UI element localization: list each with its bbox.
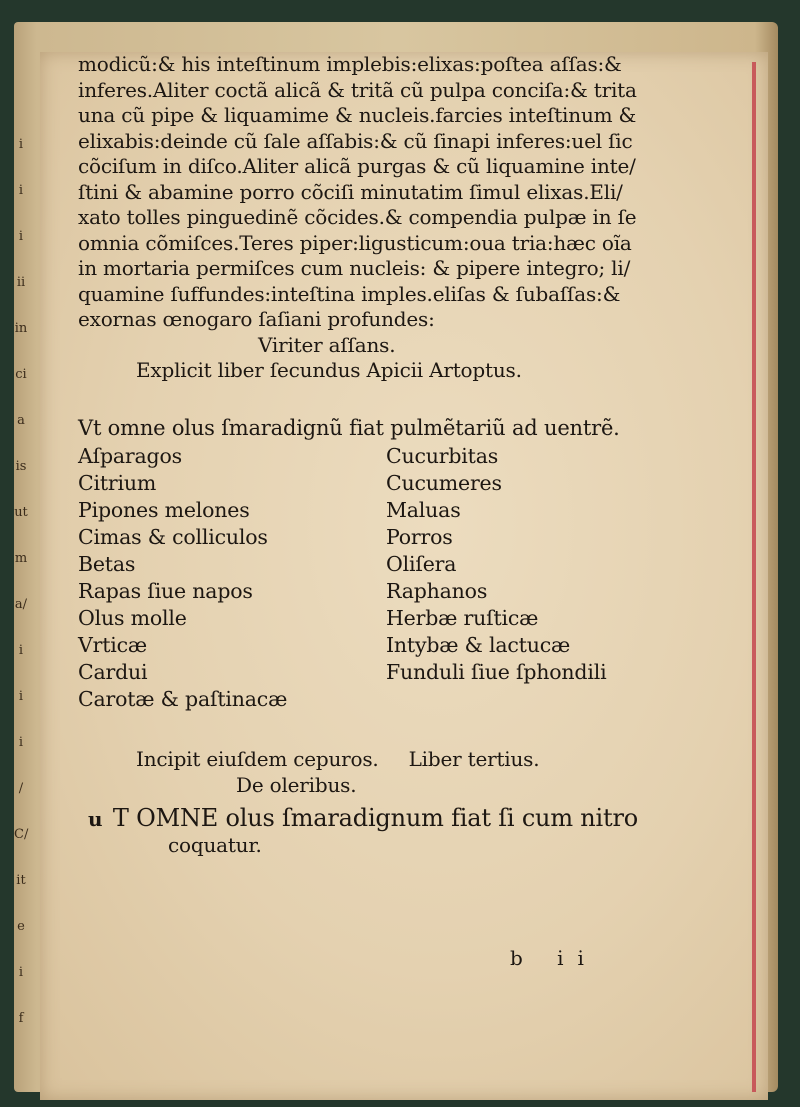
paragraph-line: una cũ pipe & liquamime & nucleis.farcies inteſtinum &	[78, 103, 637, 127]
list-item: Oliſera	[386, 552, 457, 576]
vegetable-list	[78, 443, 658, 713]
spine-letter: ci	[15, 367, 27, 382]
paragraph-line: inferes.Aliter coctã alicã & tritã cũ pulpa conciſa:& trita	[78, 77, 637, 102]
incipit-right: Liber tertius.	[408, 747, 540, 771]
spine-letter: ut	[14, 505, 28, 520]
section-title: De oleribus.	[236, 772, 357, 797]
list-item: Pipones melones	[78, 498, 250, 522]
spine-letter: m	[14, 551, 28, 566]
red-page-edge	[752, 62, 756, 1092]
opening-text: T OMNE olus ſmaradignum fiat ſi cum nitro	[112, 804, 638, 832]
signature-mark: b ii	[510, 946, 598, 970]
list-item: Aſparagos	[78, 444, 182, 468]
list-item: Raphanos	[386, 579, 488, 603]
list-item: Herbæ ruſticæ	[386, 606, 539, 630]
list-item: Intybæ & lactucæ	[386, 633, 571, 657]
paragraph-line: cõciſum in diſco.Aliter alicã purgas & cũ liquamine inte/	[78, 154, 636, 178]
viriter-line: Viriter aſſans.	[258, 332, 396, 357]
list-item: Vrticæ	[78, 633, 147, 657]
recipe-paragraph	[78, 52, 638, 333]
list-item: Carotæ & paſtinacæ	[78, 687, 288, 711]
paragraph-line: quamine ſuffundes:inteſtina imples.eliſas & ſubaſſas:&	[78, 281, 621, 306]
paragraph-line: ſtini & abamine porro cõciſi minutatim ſimul elixas.Eli/	[78, 179, 623, 204]
list-item: Porros	[386, 525, 453, 549]
list-item: Maluas	[386, 498, 461, 522]
list-item: Citrium	[78, 471, 157, 495]
spine-letter: f	[18, 1011, 24, 1026]
list-item: Olus molle	[78, 606, 187, 630]
spine-letter: ii	[16, 275, 26, 290]
list-item: Cucumeres	[386, 471, 502, 495]
incipit-line	[78, 747, 638, 773]
text-block	[78, 52, 638, 858]
spine-letter: i	[18, 137, 24, 152]
spine-letter: i	[18, 965, 24, 980]
paragraph-line: omnia cõmiſces.Teres piper:ligusticum:oua tria:hæc oĩa	[78, 230, 632, 255]
opening-line	[78, 806, 638, 833]
spine-letter: e	[17, 919, 25, 934]
incipit-left: Incipit eiuſdem cepuros.	[136, 747, 379, 771]
explicit-line: Explicit liber ſecundus Apicii Artoptus.	[136, 358, 522, 382]
spine-letter: /	[18, 781, 24, 796]
paragraph-line: in mortaria permiſces cum nucleis: & pipere integro; li/	[78, 256, 631, 280]
spine-letter: i	[18, 229, 24, 244]
margin-letter: u	[88, 807, 103, 831]
list-item: Funduli ſiue ſphondili	[386, 660, 607, 684]
list-item: Rapas ſiue napos	[78, 579, 253, 603]
spine-letter: C/	[14, 827, 29, 842]
paragraph-line: elixabis:deinde cũ ſale aſſabis:& cũ ſinapi inferes:uel ſic	[78, 128, 633, 153]
spine-offset-text	[14, 122, 29, 1026]
vegetable-column-left	[78, 443, 350, 713]
spine-letter: i	[18, 643, 24, 658]
spine-letter: i	[18, 183, 24, 198]
list-heading: Vt omne olus ſmaradignũ fiat pulmẽtariũ ad uentrẽ.	[78, 415, 620, 440]
spine-letter: a/	[14, 597, 28, 612]
spine-letter: is	[15, 459, 27, 474]
list-item: Cimas & colliculos	[78, 525, 268, 549]
list-item: Cardui	[78, 660, 148, 684]
paragraph-line: xato tolles pinguedinẽ cõcides.& compendia pulpæ in ſe	[78, 205, 637, 229]
paragraph-line: exornas œnogaro ſaſiani profundes:	[78, 307, 435, 331]
paragraph-line: modicũ:& his inteſtinum implebis:elixas:poſtea aſſas:&	[78, 52, 622, 76]
spine-letter: it	[16, 873, 26, 888]
vegetable-column-right	[350, 443, 658, 713]
spine-letter: i	[18, 689, 24, 704]
spine-letter: i	[18, 735, 24, 750]
opening-continuation: coquatur.	[168, 832, 262, 857]
spine-letter: a	[17, 413, 25, 428]
list-item: Betas	[78, 552, 136, 576]
list-item: Cucurbitas	[386, 444, 499, 468]
spine-letter: in	[14, 321, 28, 336]
